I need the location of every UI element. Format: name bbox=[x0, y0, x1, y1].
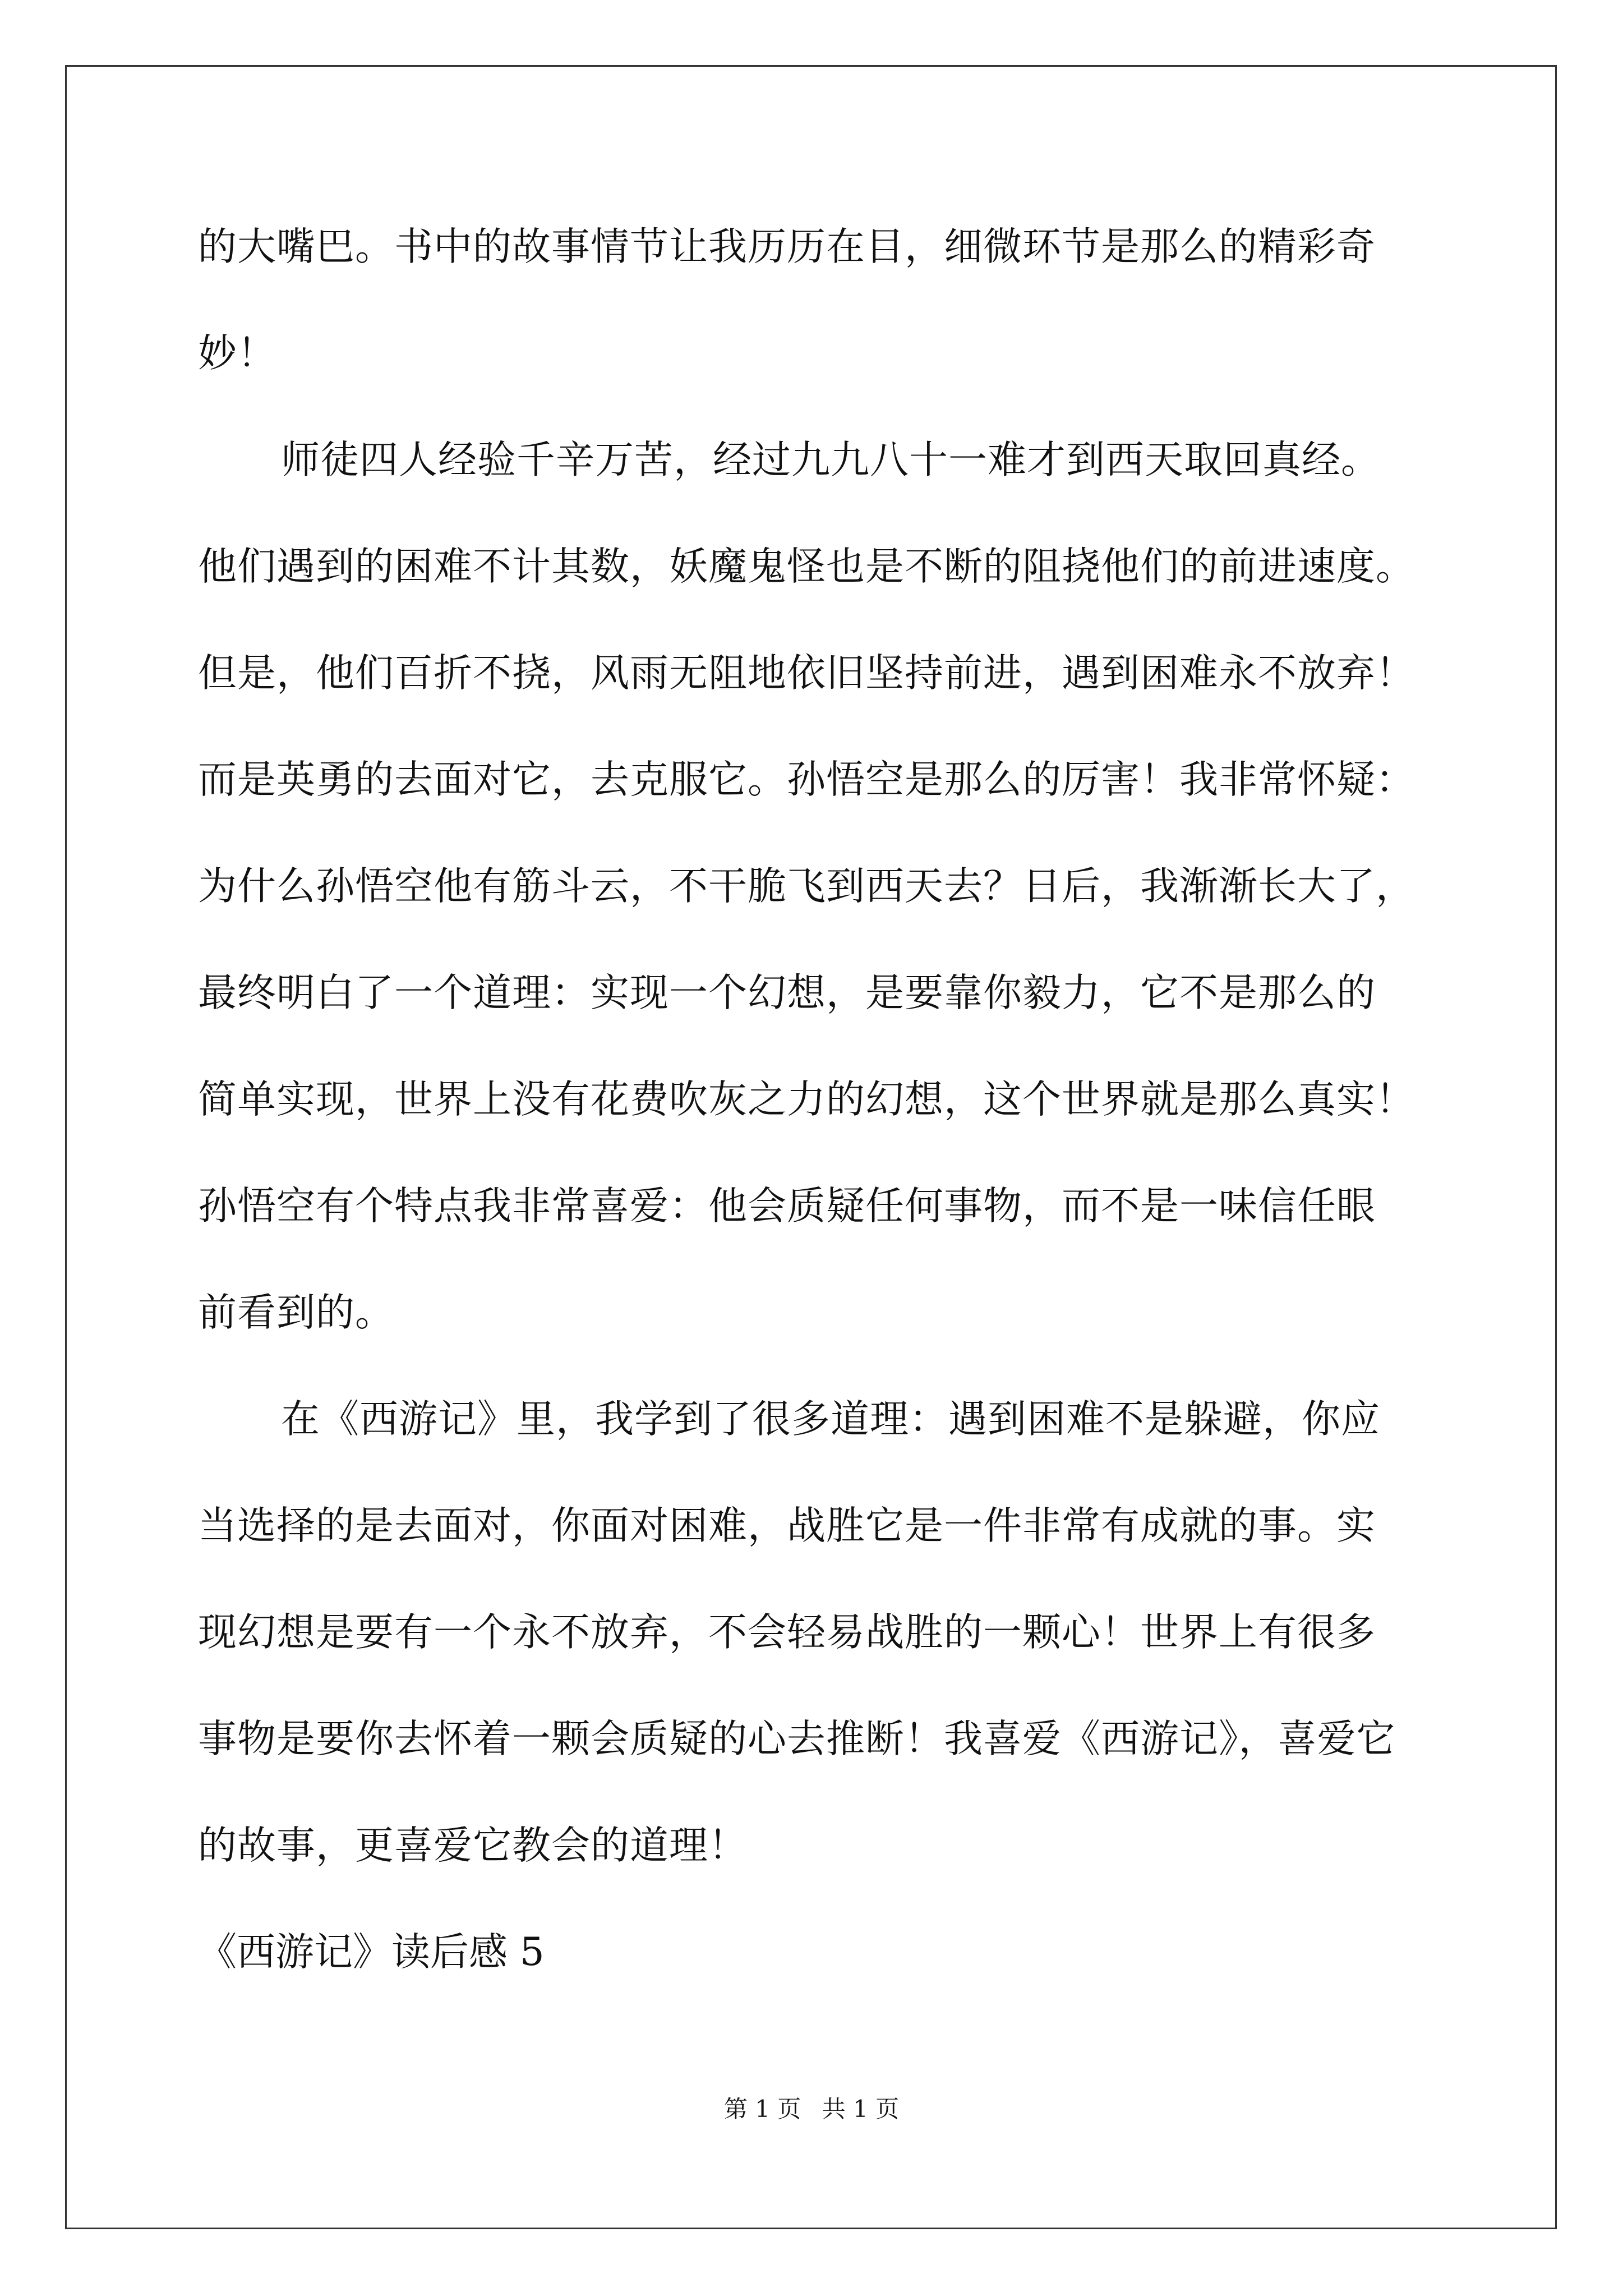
total-pages: 共 1 页 bbox=[822, 2095, 900, 2123]
page-number: 第 1 页 bbox=[723, 2095, 801, 2123]
text-line-11: 前看到的。 bbox=[198, 1290, 394, 1335]
text-line-10: 孙悟空有个特点我非常喜爱：他会质疑任何事物，而不是一味信任眼 bbox=[198, 1184, 1376, 1228]
page-border bbox=[65, 65, 1557, 2229]
section-heading: 《西游记》读后感 5 bbox=[198, 1930, 545, 1975]
text-line-1: 的大嘴巴。书中的故事情节让我历历在目，细微环节是那么的精彩奇 bbox=[198, 224, 1376, 269]
text-line-16: 的故事，更喜爱它教会的道理！ bbox=[198, 1823, 748, 1868]
text-line-9: 简单实现，世界上没有花费吹灰之力的幻想，这个世界就是那么真实！ bbox=[198, 1077, 1415, 1122]
paragraph-start-line: 师徒四人经验千辛万苦，经过九九八十一难才到西天取回真经。 bbox=[281, 438, 1380, 482]
text-line-6: 而是英勇的去面对它，去克服它。孙悟空是那么的厉害！我非常怀疑： bbox=[198, 757, 1415, 802]
paragraph-start-line: 在《西游记》里，我学到了很多道理：遇到困难不是躲避，你应 bbox=[281, 1397, 1380, 1442]
text-line-14: 现幻想是要有一个永不放弃，不会轻易战胜的一颗心！世界上有很多 bbox=[198, 1610, 1376, 1655]
text-line-15: 事物是要你去怀着一颗会质疑的心去推断！我喜爱《西游记》，喜爱它 bbox=[198, 1717, 1396, 1761]
text-line-5: 但是，他们百折不挠，风雨无阻地依旧坚持前进，遇到困难永不放弃！ bbox=[198, 651, 1415, 696]
text-line-2: 妙！ bbox=[198, 331, 276, 376]
text-line-4: 他们遇到的困难不计其数，妖魔鬼怪也是不断的阻挠他们的前进速度。 bbox=[198, 544, 1415, 589]
text-line-8: 最终明白了一个道理：实现一个幻想，是要靠你毅力，它不是那么的 bbox=[198, 970, 1376, 1015]
text-line-13: 当选择的是去面对，你面对困难，战胜它是一件非常有成就的事。实 bbox=[198, 1503, 1376, 1548]
text-line-7: 为什么孙悟空他有筋斗云，不干脆飞到西天去？日后，我渐渐长大了， bbox=[198, 864, 1415, 909]
page-footer bbox=[0, 2092, 1623, 2126]
